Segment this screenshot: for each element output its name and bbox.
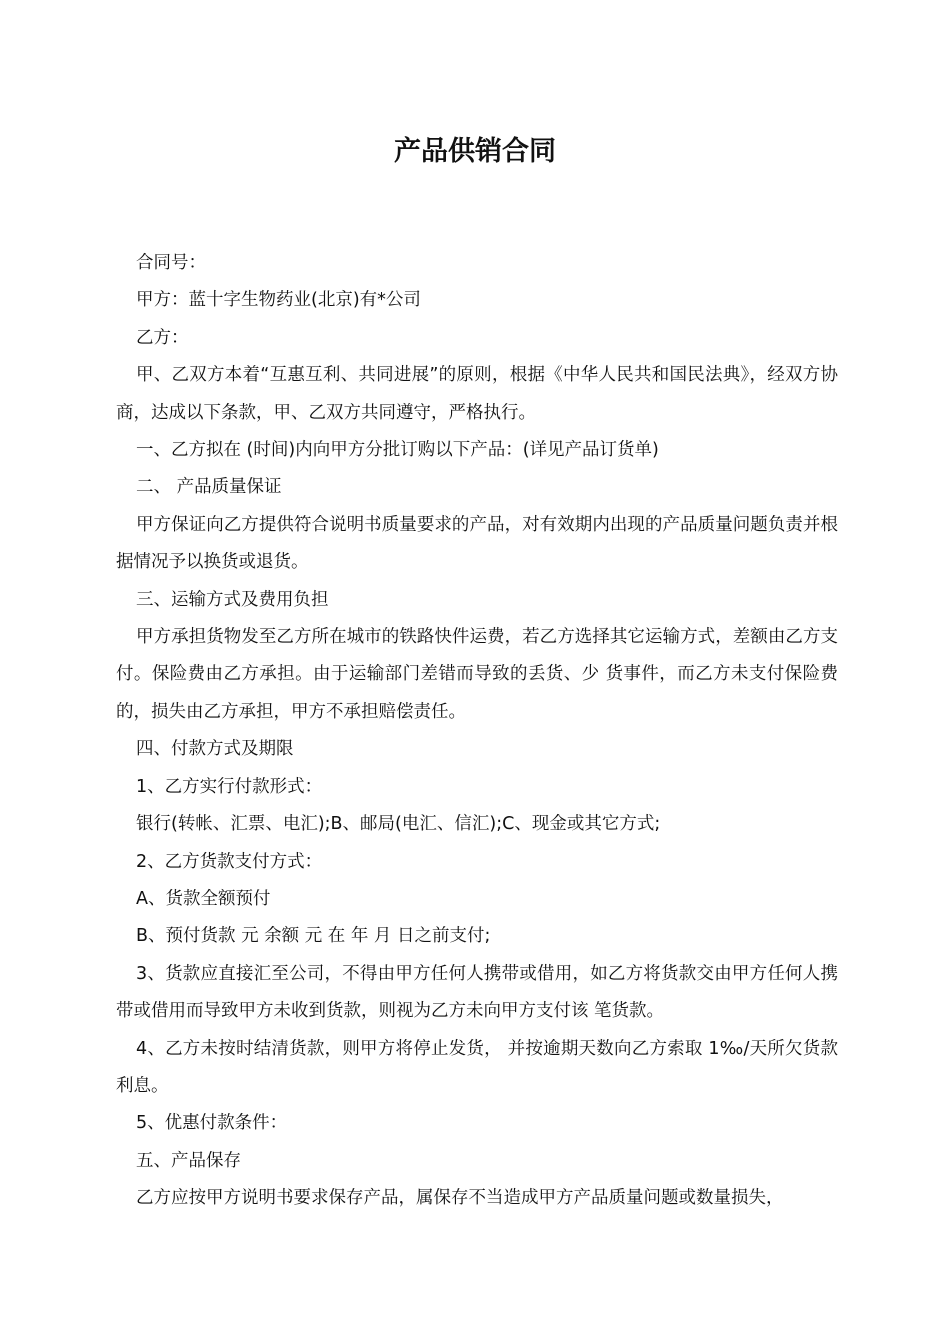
payment-option-a: A、货款全额预付 xyxy=(136,888,271,909)
party-a-line: 甲方：蓝十字生物药业(北京)有*公司 xyxy=(136,290,421,311)
document-title: 产品供销合同 xyxy=(394,136,556,167)
payment-item-1: 1、乙方实行付款形式： xyxy=(136,776,323,797)
section-2-heading: 二、 产品质量保证 xyxy=(136,477,282,498)
payment-item-4: 4、乙方未按时结清货款，则甲方将停止发货， 并按逾期天数向乙方索取 1‰/天所欠货款利息。 xyxy=(116,1038,838,1096)
section-5-heading: 五、产品保存 xyxy=(136,1150,241,1171)
clause-1: 一、乙方拟在 (时间)内向甲方分批订购以下产品：(详见产品订货单) xyxy=(136,440,659,461)
payment-item-5: 5、优惠付款条件： xyxy=(136,1113,288,1134)
payment-item-3: 3、货款应直接汇至公司，不得由甲方任何人携带或借用，如乙方将货款交由甲方任何人携带或借用而导致甲方未收到货款，则视为乙方未向甲方支付该 笔货款。 xyxy=(116,963,838,1022)
preamble-paragraph: 甲、乙双方本着“互惠互利、共同进展”的原则，根据《中华人民共和国民法典》，经双方协商，达成以下条款，甲、乙双方共同遵守，严格执行。 xyxy=(116,365,838,423)
document-body xyxy=(116,245,838,1218)
payment-methods-line: 银行(转帐、汇票、电汇);B、邮局(电汇、信汇);C、现金或其它方式; xyxy=(136,814,661,835)
payment-option-b: B、预付货款 元 余额 元 在 年 月 日之前支付; xyxy=(136,926,491,947)
section-2-paragraph: 甲方保证向乙方提供符合说明书质量要求的产品，对有效期内出现的产品质量问题负责并根据情况予以换货或退货。 xyxy=(116,514,838,573)
section-4-heading: 四、付款方式及期限 xyxy=(136,739,294,760)
party-b-line: 乙方： xyxy=(136,327,189,348)
contract-number-line: 合同号： xyxy=(136,253,206,273)
section-5-paragraph: 乙方应按甲方说明书要求保存产品，属保存不当造成甲方产品质量问题或数量损失， xyxy=(136,1188,784,1209)
section-3-paragraph: 甲方承担货物发至乙方所在城市的铁路快件运费，若乙方选择其它运输方式，差额由乙方支付。保险费由乙方承担。由于运输部门差错而导致的丢货、少 货事件，而乙方未支付保险费的，损失由乙方承担，甲方不承担赔偿责任。 xyxy=(116,627,838,722)
payment-item-2: 2、乙方货款支付方式： xyxy=(136,851,323,872)
section-3-heading: 三、运输方式及费用负担 xyxy=(136,589,329,610)
